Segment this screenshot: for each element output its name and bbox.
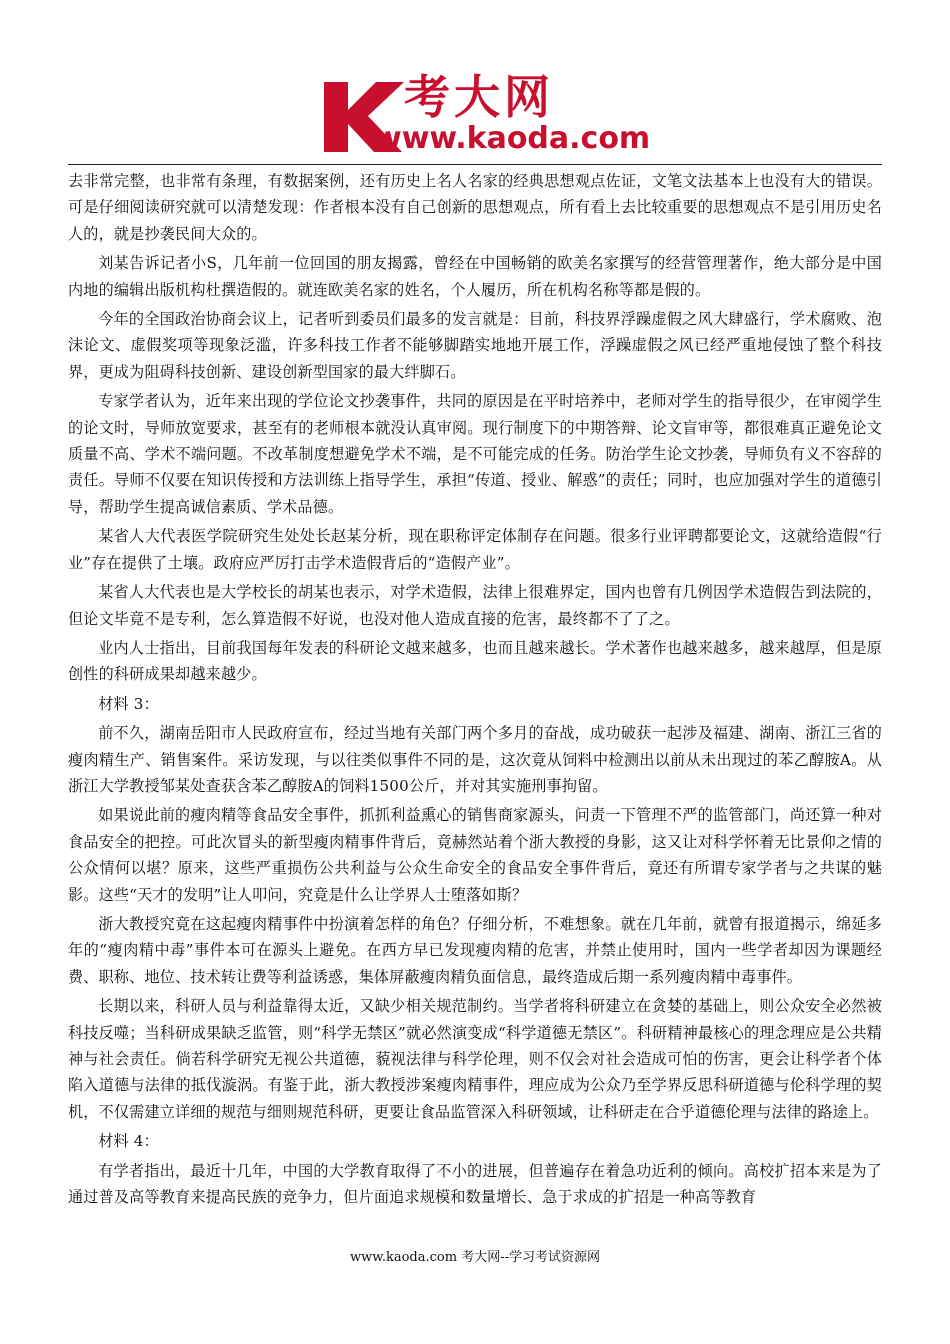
logo-chinese-title: 考大网 [404, 70, 554, 124]
section-heading: 材料 4： [98, 1132, 159, 1151]
paragraph: 去非常完整，也非常有条理，有数据案例，还有历史上名人名家的经典思想观点佐证，文笔文法基本上也没有大的错误。可是仔细阅读研究就可以清楚发现：作者根本没有自己创新的思想观点，所有看上去比较重要的思想观点不是引用历史名人的，就是抄袭民间大众的。 [68, 172, 882, 243]
document-body [68, 168, 882, 1213]
paragraph: 业内人士指出，目前我国每年发表的科研论文越来越多，也而且越来越长。学术著作也越来越多，越来越厚，但是原创性的科研成果却越来越少。 [68, 638, 882, 684]
paragraph: 长期以来，科研人员与利益靠得太近，又缺少相关规范制约。当学者将科研建立在贪婪的基础上，则公众安全必然被科技反噬；当科研成果缺乏监管，则“科学无禁区”就必然演变成“科学道德无禁区”。科研精神最核心的理念理应是公共精神与社会责任。倘若科学研究无视公共道德，藐视法律与科学伦理，则不仅会对社会造成可怕的伤害，更会让科学者个体陷入道德与法律的抵伐漩涡。有鉴于此，浙大教授涉案瘦肉精事件，理应成为公众乃至学界反思科研道德与伦科学理的契机，不仅需建立详细的规范与细则规范科研，更要让食品监管深入科研领域，让科研走在合乎道德伦理与法律的路途上。 [68, 997, 882, 1121]
section-heading: 材料 3： [98, 694, 159, 713]
kaoda-logo [318, 70, 651, 158]
paragraph: 某省人大代表也是大学校长的胡某也表示，对学术造假，法律上很难界定，国内也曾有几例因学术造假告到法院的，但论文毕竟不是专利，怎么算造假不好说，也没对他人造成直接的危害，最终都不了了之。 [68, 583, 882, 628]
header-divider [68, 164, 882, 165]
paragraph: 前不久，湖南岳阳市人民政府宣布，经过当地有关部门两个多月的奋战，成功破获一起涉及福建、湖南、浙江三省的瘦肉精生产、销售案件。采访发现，与以往类似事件不同的是，这次竟从饲料中检测出以前从未出现过的苯乙醇胺A。从浙江大学教授邹某处查获含苯乙醇胺A的饲料1500公斤，并对其实施刑事拘留。 [68, 724, 882, 795]
paragraph: 有学者指出，最近十几年，中国的大学教育取得了不小的进展，但普遍存在着急功近利的倾向。高校扩招本来是为了通过普及高等教育来提高民族的竞争力，但片面追求规模和数量增长、急于求成的扩招是一种高等教育 [68, 1161, 882, 1207]
page-footer: www.kaoda.com 考大网--学习考试资源网 [350, 1250, 600, 1265]
logo-url-text: www.kaoda.com [374, 121, 651, 156]
paragraph: 刘某告诉记者小S，几年前一位回国的朋友揭露，曾经在中国畅销的欧美名家撰写的经营管理著作，绝大部分是中国内地的编辑出版机构杜撰造假的。就连欧美名家的姓名，个人履历，所在机构名称等都是假的。 [68, 254, 882, 299]
paragraph: 某省人大代表医学院研究生处处长赵某分析，现在职称评定体制存在问题。很多行业评聘都要论文，这就给造假“行业”存在提供了土壤。政府应严厉打击学术造假背后的“造假产业”。 [68, 527, 882, 572]
paragraph: 专家学者认为，近年来出现的学位论文抄袭事件，共同的原因是在平时培养中，老师对学生的指导很少，在审阅学生的论文时，导师放宽要求，甚至有的老师根本就没认真审阅。现行制度下的中期答辩、论文盲审等，都很难真正避免论文质量不高、学术不端问题。不改革制度想避免学术不端，是不可能完成的任务。防治学生论文抄袭，导师负有义不容辞的责任。导师不仅要在知识传授和方法训练上指导学生，承担“传道、授业、解惑”的责任；同时，也应加强对学生的道德引导，帮助学生提高诚信素质、学术品德。 [68, 392, 882, 516]
paragraph: 浙大教授究竟在这起瘦肉精事件中扮演着怎样的角色？仔细分析，不难想象。就在几年前，就曾有报道揭示，绵延多年的“瘦肉精中毒”事件本可在源头上避免。在西方早已发现瘦肉精的危害，并禁止使用时，国内一些学者却因为课题经费、职称、地位、技术转让费等利益诱惑，集体屏蔽瘦肉精负面信息，最终造成后期一系列瘦肉精中毒事件。 [68, 914, 882, 986]
paragraph: 如果说此前的瘦肉精等食品安全事件，抓抓利益熏心的销售商家源头，问责一下管理不严的监管部门，尚还算一种对食品安全的把控。可此次冒头的新型瘦肉精事件背后，竟赫然站着个浙大教授的身影，这又让对科学怀着无比景仰之情的公众情何以堪？原来，这些严重损伤公共利益与公众生命安全的食品安全事件背后，竟还有所谓专家学者与之共谋的魅影。这些“天才的发明”让人叩问，究竟是什么让学界人士堕落如斯？ [68, 806, 882, 904]
paragraph: 今年的全国政治协商会议上，记者听到委员们最多的发言就是：目前，科技界浮躁虚假之风大肆盛行，学术腐败、泡沫论文、虚假奖项等现象泛滥，许多科技工作者不能够脚踏实地地开展工作，浮躁虚假之风已经严重地侵蚀了整个科技界，更成为阻碍科技创新、建设创新型国家的最大绊脚石。 [68, 310, 882, 381]
